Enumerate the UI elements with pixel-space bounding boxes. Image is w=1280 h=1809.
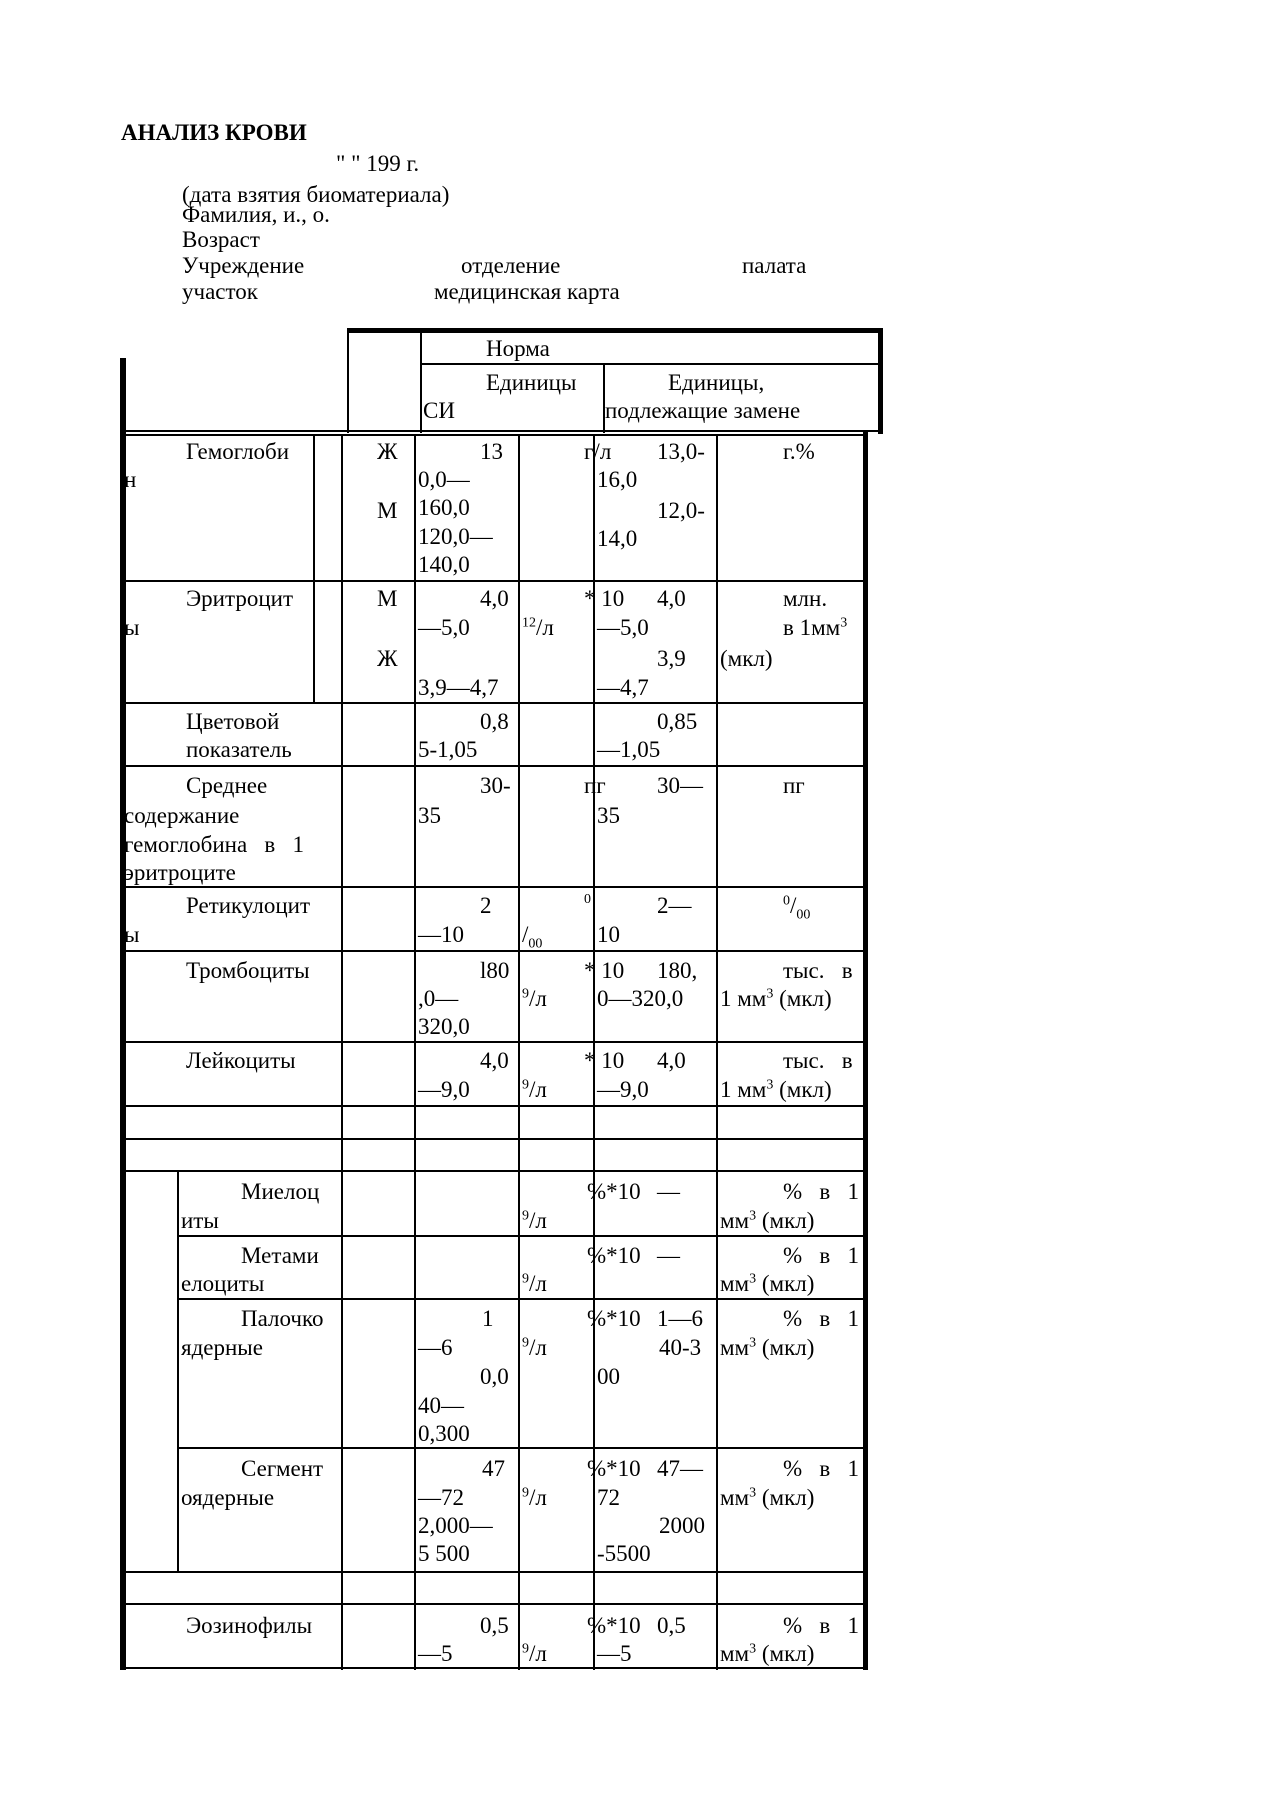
hemoglobin-si-unit: г/л	[584, 439, 612, 464]
color-index-name-line1: Цветовой	[186, 709, 280, 734]
erythrocytes-si-unit-exp: $^{12}$/л	[522, 615, 554, 640]
norm-header: Норма	[486, 336, 550, 361]
erythrocytes-old-value: 4,0	[657, 586, 686, 611]
color-index-si-value: 0,8	[480, 709, 509, 734]
reticulocytes-si-unit: $/_{00}$	[522, 922, 543, 952]
reticulocytes-old-unit: $^0/_{00}$	[783, 893, 811, 923]
metamyelocytes-old-unit: % в 1	[783, 1243, 860, 1268]
leukocytes-name: Лейкоциты	[186, 1048, 296, 1073]
medical-card-label: медицинская карта	[434, 279, 620, 304]
segmented-old-value: 47—	[657, 1456, 703, 1481]
metamyelocytes-name-line1: Метами	[241, 1243, 319, 1268]
segmented-si-unit-exp: $^9$/л	[522, 1485, 547, 1510]
replaced-units-header-line1: Единицы,	[668, 370, 765, 395]
platelets-si-unit: * 10	[584, 958, 625, 983]
metamyelocytes-si-unit-exp: $^9$/л	[522, 1271, 547, 1296]
date-caption: (дата взятия биоматериала)	[182, 182, 450, 207]
segmented-si-value: —72	[418, 1485, 464, 1510]
myelocytes-name-line1: Миелоц	[241, 1179, 320, 1204]
mch-name-line4: эритроците	[124, 860, 236, 885]
erythrocytes-old-value: —5,0	[597, 615, 649, 640]
replaced-units-header-line2: подлежащие замене	[605, 398, 801, 423]
band-si-unit-exp: $^9$/л	[522, 1335, 547, 1360]
reticulocytes-name-line2: ы	[124, 922, 140, 947]
metamyelocytes-si-unit: %*10	[587, 1243, 641, 1268]
erythrocytes-sex-male: М	[377, 586, 398, 611]
segmented-name-line2: оядерные	[181, 1485, 275, 1510]
band-old-value: 40-3	[659, 1335, 702, 1360]
si-units-header-line2: СИ	[423, 398, 455, 423]
myelocytes-old-unit: $мм^3$ (мкл)	[720, 1208, 815, 1233]
mch-si-unit: пг	[584, 773, 606, 798]
document-title: АНАЛИЗ КРОВИ	[121, 120, 307, 145]
color-index-old-value: —1,05	[597, 737, 661, 762]
erythrocytes-old-value: —4,7	[597, 675, 649, 700]
color-index-si-value: 5-1,05	[418, 737, 478, 762]
band-si-unit: %*10	[587, 1306, 641, 1331]
hemoglobin-old-value: 16,0	[597, 467, 638, 492]
platelets-si-value: 320,0	[418, 1014, 470, 1039]
platelets-si-value: l80	[480, 958, 510, 983]
hemoglobin-sex-male: М	[377, 498, 398, 523]
metamyelocytes-old-unit: $мм^3$ (мкл)	[720, 1271, 815, 1296]
leukocytes-old-value: 4,0	[657, 1048, 686, 1073]
hemoglobin-si-value: 0,0—	[418, 467, 470, 492]
hemoglobin-name-line2: н	[124, 467, 137, 492]
band-si-value: 1	[482, 1306, 494, 1331]
date-line: " " 199 г.	[336, 151, 420, 176]
metamyelocytes-name-line2: елоциты	[181, 1271, 265, 1296]
reticulocytes-si-unit: 0	[584, 892, 591, 907]
mch-name-line2: содержание	[124, 803, 240, 828]
band-si-value: 0,0	[480, 1364, 509, 1389]
mch-name-line3: гемоглобина в 1	[124, 832, 305, 857]
myelocytes-si-unit-exp: $^9$/л	[522, 1208, 547, 1233]
segmented-si-unit: %*10	[587, 1456, 641, 1481]
ward-field-label: палата	[742, 253, 807, 278]
eosinophils-old-value: —5	[597, 1641, 632, 1666]
eosinophils-old-unit: $мм^3$ (мкл)	[720, 1641, 815, 1666]
color-index-old-value: 0,85	[657, 709, 698, 734]
leukocytes-old-unit: тыс. в	[783, 1048, 853, 1073]
erythrocytes-old-unit: (мкл)	[720, 646, 773, 671]
eosinophils-si-value: —5	[418, 1641, 453, 1666]
platelets-old-unit: 1 $мм^3$ (мкл)	[720, 986, 832, 1011]
reticulocytes-si-value: 2	[480, 893, 492, 918]
age-field-label: Возраст	[182, 227, 260, 252]
reticulocytes-old-value: 10	[597, 922, 620, 947]
segmented-si-value: 5 500	[418, 1541, 470, 1566]
department-field-label: отделение	[461, 253, 561, 278]
mch-old-value: 35	[597, 803, 620, 828]
erythrocytes-si-value: 3,9—4,7	[418, 675, 499, 700]
erythrocytes-old-unit: в $1мм^3$	[783, 615, 848, 640]
hemoglobin-si-value: 13	[480, 439, 503, 464]
band-old-value: 00	[597, 1364, 620, 1389]
eosinophils-si-value: 0,5	[480, 1613, 509, 1638]
name-field-label: Фамилия, и., о.	[182, 202, 330, 227]
band-si-value: —6	[418, 1335, 453, 1360]
mch-si-value: 30-	[480, 773, 511, 798]
erythrocytes-si-unit: * 10	[584, 586, 625, 611]
segmented-old-value: 72	[597, 1485, 620, 1510]
platelets-name: Тромбоциты	[186, 958, 310, 983]
hemoglobin-old-unit: г.%	[783, 439, 815, 464]
reticulocytes-name-line1: Ретикулоцит	[186, 893, 311, 918]
band-old-unit: % в 1	[783, 1306, 860, 1331]
platelets-old-unit: тыс. в	[783, 958, 853, 983]
reticulocytes-si-value: —10	[418, 922, 464, 947]
hemoglobin-old-value: 14,0	[597, 526, 638, 551]
segmented-si-value: 2,000—	[418, 1513, 493, 1538]
eosinophils-name: Эозинофилы	[186, 1613, 313, 1638]
institution-field-label: Учреждение	[182, 253, 305, 278]
erythrocytes-si-value: —5,0	[418, 615, 470, 640]
platelets-si-unit-exp: $^9$/л	[522, 986, 547, 1011]
segmented-old-value: -5500	[597, 1541, 651, 1566]
erythrocytes-name-line2: ы	[124, 615, 140, 640]
district-field-label: участок	[182, 279, 258, 304]
mch-old-value: 30—	[657, 773, 703, 798]
segmented-name-line1: Сегмент	[241, 1456, 324, 1481]
segmented-old-unit: $мм^3$ (мкл)	[720, 1485, 815, 1510]
band-name-line1: Палочко	[241, 1306, 324, 1331]
hemoglobin-old-value: 13,0-	[657, 439, 705, 464]
hemoglobin-old-value: 12,0-	[657, 498, 705, 523]
hemoglobin-name-line1: Гемоглоби	[186, 439, 290, 464]
band-si-value: 40—	[418, 1393, 464, 1418]
eosinophils-si-unit-exp: $^9$/л	[522, 1641, 547, 1666]
myelocytes-old-value: —	[657, 1179, 680, 1204]
leukocytes-si-unit: * 10	[584, 1048, 625, 1073]
metamyelocytes-old-value: —	[657, 1243, 680, 1268]
leukocytes-si-unit-exp: $^9$/л	[522, 1077, 547, 1102]
leukocytes-si-value: 4,0	[480, 1048, 509, 1073]
hemoglobin-sex-female: Ж	[377, 439, 398, 464]
platelets-old-value: 0—320,0	[597, 986, 684, 1011]
myelocytes-old-unit: % в 1	[783, 1179, 860, 1204]
hemoglobin-si-value: 160,0	[418, 495, 470, 520]
platelets-si-value: ,0—	[418, 986, 459, 1011]
mch-name-line1: Среднее	[186, 773, 268, 798]
erythrocytes-sex-female: Ж	[377, 646, 398, 671]
mch-si-value: 35	[418, 803, 441, 828]
band-old-value: 1—6	[657, 1306, 703, 1331]
hemoglobin-si-value: 120,0—	[418, 524, 493, 549]
myelocytes-name-line2: иты	[181, 1208, 219, 1233]
erythrocytes-si-value: 4,0	[480, 586, 509, 611]
band-si-value: 0,300	[418, 1421, 470, 1446]
segmented-si-value: 47	[482, 1456, 505, 1481]
erythrocytes-name-line1: Эритроцит	[186, 586, 293, 611]
eosinophils-old-unit: % в 1	[783, 1613, 860, 1638]
band-old-unit: $мм^3$ (мкл)	[720, 1335, 815, 1360]
segmented-old-unit: % в 1	[783, 1456, 860, 1481]
band-name-line2: ядерные	[181, 1335, 263, 1360]
leukocytes-old-value: —9,0	[597, 1077, 649, 1102]
si-units-header-line1: Единицы	[486, 370, 577, 395]
myelocytes-si-unit: %*10	[587, 1179, 641, 1204]
color-index-name-line2: показатель	[186, 737, 292, 762]
hemoglobin-si-value: 140,0	[418, 552, 470, 577]
eosinophils-si-unit: %*10	[587, 1613, 641, 1638]
erythrocytes-old-value: 3,9	[657, 646, 686, 671]
reticulocytes-old-value: 2—	[657, 893, 692, 918]
leukocytes-old-unit: 1 $мм^3$ (мкл)	[720, 1077, 832, 1102]
leukocytes-si-value: —9,0	[418, 1077, 470, 1102]
platelets-old-value: 180,	[657, 958, 698, 983]
eosinophils-old-value: 0,5	[657, 1613, 686, 1638]
segmented-old-value: 2000	[659, 1513, 705, 1538]
mch-old-unit: пг	[783, 773, 805, 798]
erythrocytes-old-unit: млн.	[783, 586, 828, 611]
